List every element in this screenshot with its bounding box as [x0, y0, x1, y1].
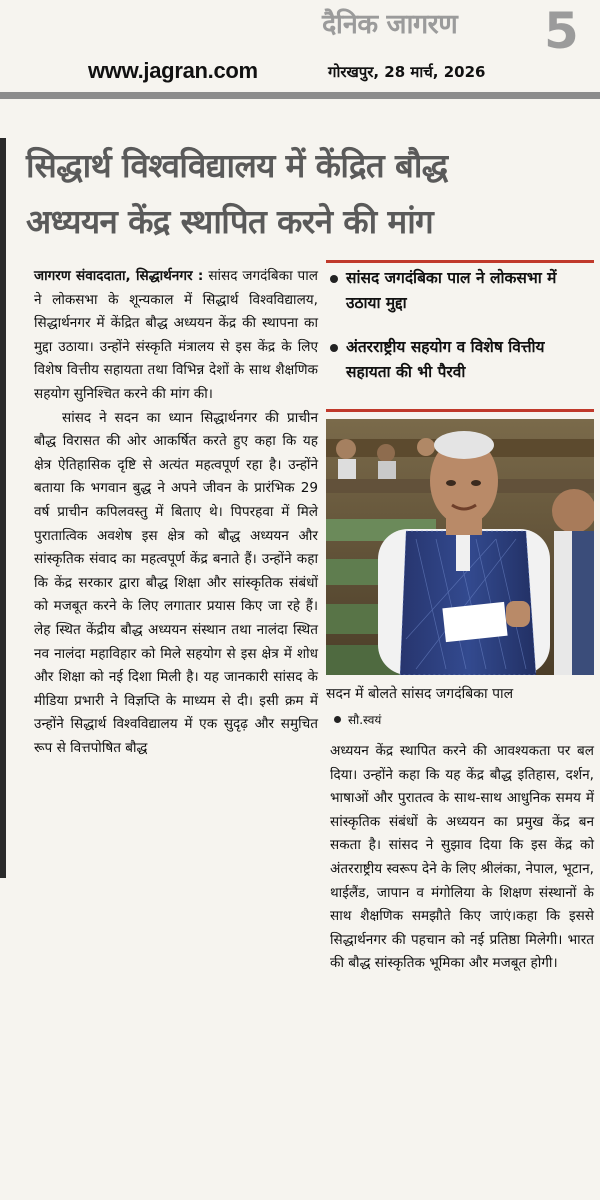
page-number: 5: [544, 2, 579, 60]
photo-credit: [348, 711, 381, 728]
bullet-icon: [334, 716, 341, 723]
paragraph-1-text: सांसद जगदंबिका पाल ने लोकसभा के शून्यकाल में सिद्धार्थ विश्वविद्यालय, सिद्धार्थनगर में केंद्रित बौद्ध अध्ययन केंद्र की स्थापना का मुद्दा उठाया। उन्होंने संस्कृति मंत्रालय से इस केंद्र के लिए विशेष वित्तीय सहायता तथा विभिन्न देशों के साथ शैक्षणिक सहयोग सुनिश्चित करने की मांग की।: [34, 268, 319, 402]
highlight-text: अंतरराष्ट्रीय सहयोग व विशेष वित्तीय सहायता की भी पैरवी: [346, 338, 545, 381]
paragraph-2: सांसद ने सदन का ध्यान सिद्धार्थनगर की प्राचीन बौद्ध विरासत की ओर आकर्षित करते हुए कहा कि यह क्षेत्र ऐतिहासिक दृष्टि से अत्यंत महत्वपूर्ण रहा है। उन्होंने बताया कि भगवान बुद्ध ने अपने जीवन के प्रारंभिक 29 वर्ष प्राचीन कपिलवस्तु में बिताए थे। पिपरहवा में मिले पुरातात्विक अवशेष इस क्षेत्र को बौद्ध अध्ययन और सांस्कृतिक संवाद का महत्वपूर्ण केंद्र बनाते हैं। उन्होंने कहा कि केंद्र सरकार द्वारा बौद्ध शिक्षा और सांस्कृतिक संबंधों को मजबूत करने के लिए लगातार प्रयास किए जा रहे हैं। लेह स्थित केंद्रीय बौद्ध अध्ययन संस्थान तथा नालंदा स्थित नव नालंदा महाविहार को मिले सहयोग से इस क्षेत्र में शोध और शिक्षा को नई दिशा मिली है। यह जानकारी सांसद के मीडिया प्रभारी ने विज्ञप्ति के माध्यम से दी। इसी क्रम में उन्होंने सिद्धार्थ विश्वविद्यालय में एक सुदृढ़ और समुचित रूप से वित्तपोषित बौद्ध: [34, 409, 318, 756]
website-url: www.jagran.com: [88, 58, 258, 83]
highlight-top-rule: [326, 260, 594, 263]
dateline: गोरखपुर, 28 मार्च, 2026: [328, 63, 486, 81]
highlight-text: सांसद जगदंबिका पाल ने लोकसभा में उठाया मुद्दा: [346, 269, 557, 312]
photo-caption: सदन में बोलते सांसद जगदंबिका पाल: [326, 686, 514, 702]
headline: [26, 138, 596, 250]
highlight-item: [330, 335, 594, 385]
news-photo: [326, 419, 594, 675]
article-body-right-column: [330, 740, 594, 976]
article-side-bar: [0, 138, 6, 878]
masthead-divider: [0, 92, 600, 99]
bullet-icon: [330, 344, 338, 352]
mp-speaking-photo: [326, 419, 594, 675]
bullet-icon: [330, 275, 338, 283]
headline-line-1: सिद्धार्थ विश्वविद्यालय में केंद्रित बौद्ध: [26, 146, 448, 185]
highlight-bottom-rule: [326, 409, 594, 412]
article-body-left-column: [34, 265, 318, 760]
paragraph-2-continued: अध्ययन केंद्र स्थापित करने की आवश्यकता पर बल दिया। उन्होंने कहा कि यह केंद्र बौद्ध इतिहास, दर्शन, भाषाओं और पुरातत्व के साथ-साथ आधुनिक समय में सांस्कृतिक संबंधों के अध्ययन का प्रमुख केंद्र बन सकता है। सांसद ने सुझाव दिया कि इस केंद्र को अंतरराष्ट्रीय स्वरूप देने के लिए श्रीलंका, नेपाल, भूटान, थाईलैंड, जापान व मंगोलिया के शिक्षण संस्थानों के साथ शैक्षणिक समझौते किए जाएं।कहा कि इससे सिद्धार्थनगर की पहचान को नई प्रतिष्ठा मिलेगी। भारत की बौद्ध सांस्कृतिक भूमिका और मजबूत होगी।: [330, 743, 594, 972]
highlight-item: [330, 266, 594, 316]
paragraph-1: [34, 265, 318, 407]
headline-line-2: अध्ययन केंद्र स्थापित करने की मांग: [26, 202, 434, 241]
photo-credit-text: सौ.स्वयं: [348, 713, 382, 727]
newspaper-name: दैनिक जागरण: [322, 9, 458, 40]
byline: जागरण संवाददाता, सिद्धार्थनगर :: [34, 268, 204, 284]
